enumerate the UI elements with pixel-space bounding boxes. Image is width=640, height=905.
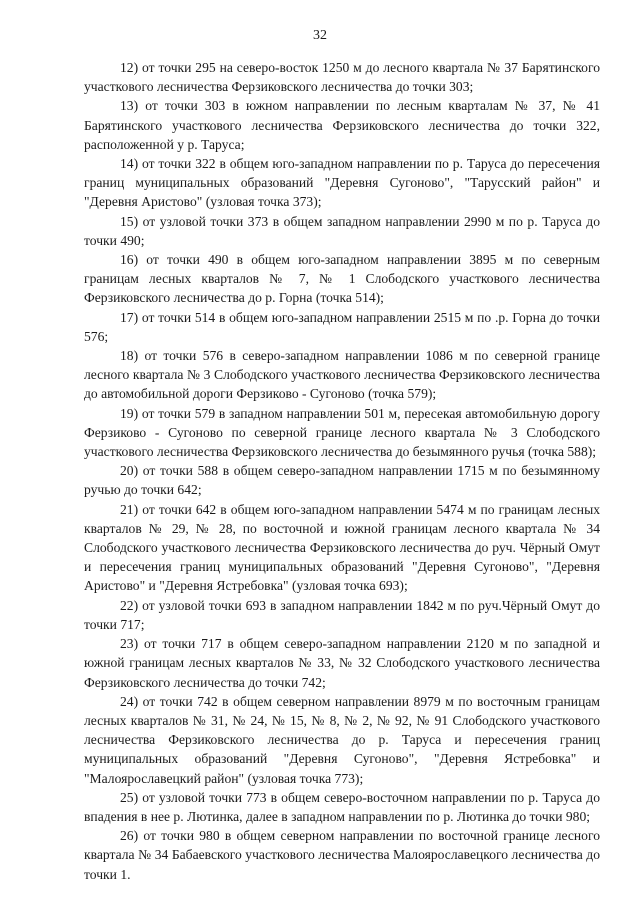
paragraph-item-26: 26) от точки 980 в общем северном направлении по восточной границе лесного квартала № 34 Бабаевского участкового лесничества Малоярославецкого лесничества до точки 1. [84,828,600,882]
paragraph-item-15: 15) от узловой точки 373 в общем западном направлении 2990 м по р. Таруса до точки 490; [84,213,600,248]
paragraph-item-25: 25) от узловой точки 773 в общем северо-восточном направлении по р. Таруса до впадения в нее р. Лютинка, далее в западном направлении по р. Лютинка до точки 980; [84,789,600,824]
paragraph-item-24: 24) от точки 742 в общем северном направлении 8979 м по восточным границам лесных кварталов № 31, № 24, № 15, № 8, № 2, № 92, № 91 Слободского участкового лесничества Ферзиковского лесничества до р. Таруса и пересечения границ муниципальных образований "Деревня Сугоново", "Деревня Ястребовка" и "Малоярославецкий район" (узловая точка 773); [84,693,600,786]
paragraph-item-19: 19) от точки 579 в западном направлении 501 м, пересекая автомобильную дорогу Ферзиково - Сугоново по северной границе лесного квартала № 3 Слободского участкового лесничества Ферзиковского лесничества до безымянного ручья (точка 588); [84,405,600,460]
paragraph-item-18: 18) от точки 576 в северо-западном направлении 1086 м по северной границе лесного квартала № 3 Слободского участкового лесничества Ферзиковского лесничества до автомобильной дороги Ферзиково - Сугоново (точка 579); [84,348,600,402]
paragraph-item-22: 22) от узловой точки 693 в западном направлении 1842 м по руч.Чёрный Омут до точки 717; [84,597,600,632]
page-number: 32 [313,28,327,43]
paragraph-item-21: 21) от точки 642 в общем юго-западном направлении 5474 м по границам лесных кварталов № 29, № 28, по восточной и южной границам лесного квартала № 34 Слободского участкового лесничества Ферзиковского лесничества до руч. Чёрный Омут и пересечения границ муниципальных образований "Деревня Сугоново", "Деревня Аристово" и "Деревня Ястребовка" (узловая точка 693); [84,501,600,594]
paragraph-item-20: 20) от точки 588 в общем северо-западном направлении 1715 м по безымянному ручью до точки 642; [84,463,600,498]
paragraph-item-14: 14) от точки 322 в общем юго-западном направлении по р. Таруса до пересечения границ муниципальных образований "Деревня Сугоново", "Тарусский район" и "Деревня Аристово" (узловая точка 373); [84,156,600,210]
document-body [84,58,600,884]
paragraph-item-16: 16) от точки 490 в общем юго-западном направлении 3895 м по северным границам лесных кварталов № 7, № 1 Слободского участкового лесничества Ферзиковского лесничества до р. Горна (точка 514); [84,252,600,306]
paragraph-item-17: 17) от точки 514 в общем юго-западном направлении 2515 м по .р. Горна до точки 576; [84,309,600,344]
paragraph-item-13: 13) от точки 303 в южном направлении по лесным кварталам № 37, № 41 Барятинского участкового лесничества Ферзиковского лесничества до точки 322, расположенной у р. Таруса; [84,98,600,152]
paragraph-item-12: 12) от точки 295 на северо-восток 1250 м до лесного квартала № 37 Барятинского участкового лесничества Ферзиковского лесничества до точки 303; [84,60,600,95]
paragraph-item-23: 23) от точки 717 в общем северо-западном направлении 2120 м по западной и южной границам лесных кварталов № 33, № 32 Слободского участкового лесничества Ферзиковского лесничества до точки 742; [84,636,600,690]
